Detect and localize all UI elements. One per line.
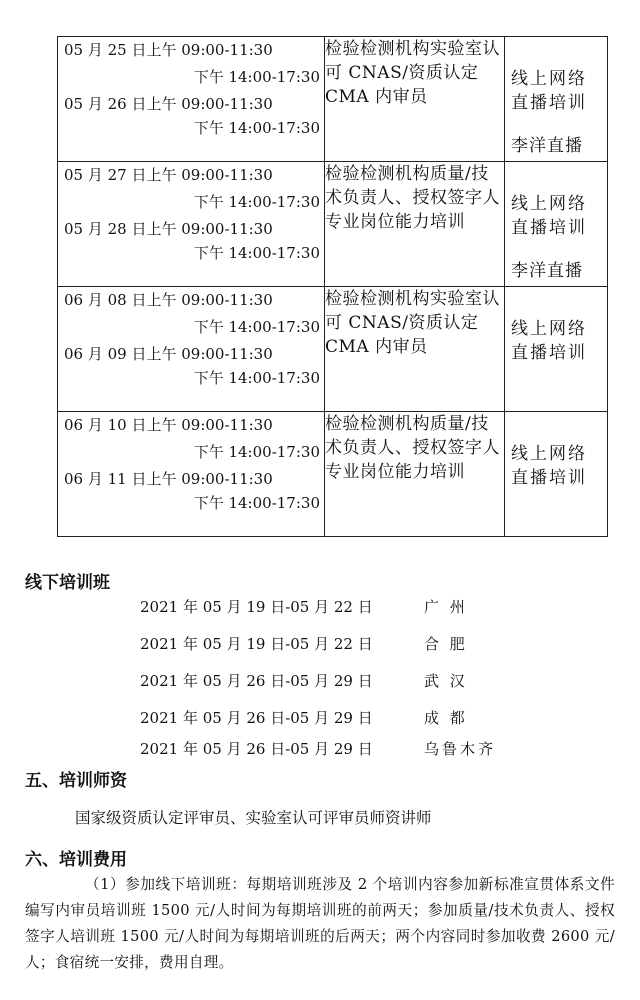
session-dates: 2021 年 05 月 26 日-05 月 29 日 (140, 740, 373, 758)
session-dates: 2021 年 05 月 26 日-05 月 29 日 (140, 672, 373, 690)
section6-text: （1）参加线下培训班：每期培训班涉及 2 个培训内容参加新标准宣贯体系文件编写内审员培训班 1500 元/人时间为每期培训班的前两天；参加质量/技术负责人、授权签字人培训班 1500 元/人时间为每期培训班的后两天；两个内容同时参加收费 2600 元/人；食宿统一安排，费用自理。 (25, 876, 615, 971)
lecturer-text: 李洋直播 (511, 261, 583, 281)
time-cell (58, 287, 325, 412)
afternoon-time: 下午 14:00-17:30 (193, 193, 320, 211)
afternoon-time: 下午 14:00-17:30 (193, 244, 320, 262)
date-morning-time: 06 月 10 日上午 09:00-11:30 (64, 416, 273, 434)
schedule-row (58, 162, 608, 287)
time-cell (58, 412, 325, 537)
offline-session-list (140, 596, 520, 775)
session-city: 广 州 (424, 598, 468, 616)
mode-text: 线上网络直播培训 (511, 319, 587, 363)
date-morning-time: 06 月 09 日上午 09:00-11:30 (64, 345, 273, 363)
mode-cell (505, 412, 608, 537)
session-dates: 2021 年 05 月 26 日-05 月 29 日 (140, 709, 373, 727)
section5-heading: 五、培训师资 (25, 771, 127, 791)
session-dates: 2021 年 05 月 19 日-05 月 22 日 (140, 635, 373, 653)
section6-heading: 六、培训费用 (25, 850, 127, 870)
date-morning-time: 05 月 28 日上午 09:00-11:30 (64, 220, 273, 238)
mode-text: 线上网络直播培训 (511, 444, 587, 488)
time-cell (58, 37, 325, 162)
schedule-row (58, 287, 608, 412)
session-city: 武 汉 (424, 672, 468, 690)
course-cell: 检验检测机构质量/技术负责人、授权签字人专业岗位能力培训 (325, 162, 505, 287)
lecturer-text: 李洋直播 (511, 136, 583, 156)
course-cell: 检验检测机构实验室认可 CNAS/资质认定 CMA 内审员 (325, 287, 505, 412)
schedule-table (57, 36, 608, 537)
mode-text: 线上网络直播培训 (511, 69, 587, 113)
mode-cell (505, 37, 608, 162)
afternoon-time: 下午 14:00-17:30 (193, 369, 320, 387)
afternoon-time: 下午 14:00-17:30 (193, 68, 320, 86)
time-cell (58, 162, 325, 287)
section5-text: 国家级资质认定评审员、实验室认可评审员师资讲师 (75, 809, 432, 827)
afternoon-time: 下午 14:00-17:30 (193, 119, 320, 137)
session-city: 合 肥 (424, 635, 468, 653)
date-morning-time: 06 月 08 日上午 09:00-11:30 (64, 291, 273, 309)
offline-session (140, 596, 520, 633)
offline-session (140, 738, 520, 775)
mode-text: 线上网络直播培训 (511, 194, 587, 238)
date-morning-time: 06 月 11 日上午 09:00-11:30 (64, 470, 273, 488)
course-cell: 检验检测机构实验室认可 CNAS/资质认定 CMA 内审员 (325, 37, 505, 162)
schedule-row (58, 412, 608, 537)
offline-session (140, 670, 520, 707)
mode-cell (505, 287, 608, 412)
offline-session (140, 707, 520, 738)
course-cell: 检验检测机构质量/技术负责人、授权签字人专业岗位能力培训 (325, 412, 505, 537)
afternoon-time: 下午 14:00-17:30 (193, 443, 320, 461)
offline-session (140, 633, 520, 670)
session-city: 乌鲁木齐 (424, 740, 497, 758)
date-morning-time: 05 月 26 日上午 09:00-11:30 (64, 95, 273, 113)
mode-cell (505, 162, 608, 287)
afternoon-time: 下午 14:00-17:30 (193, 494, 320, 512)
date-morning-time: 05 月 27 日上午 09:00-11:30 (64, 166, 273, 184)
session-city: 成 都 (424, 709, 468, 727)
date-morning-time: 05 月 25 日上午 09:00-11:30 (64, 41, 273, 59)
session-dates: 2021 年 05 月 19 日-05 月 22 日 (140, 598, 373, 616)
offline-heading: 线下培训班 (25, 573, 110, 593)
afternoon-time: 下午 14:00-17:30 (193, 318, 320, 336)
schedule-row (58, 37, 608, 162)
